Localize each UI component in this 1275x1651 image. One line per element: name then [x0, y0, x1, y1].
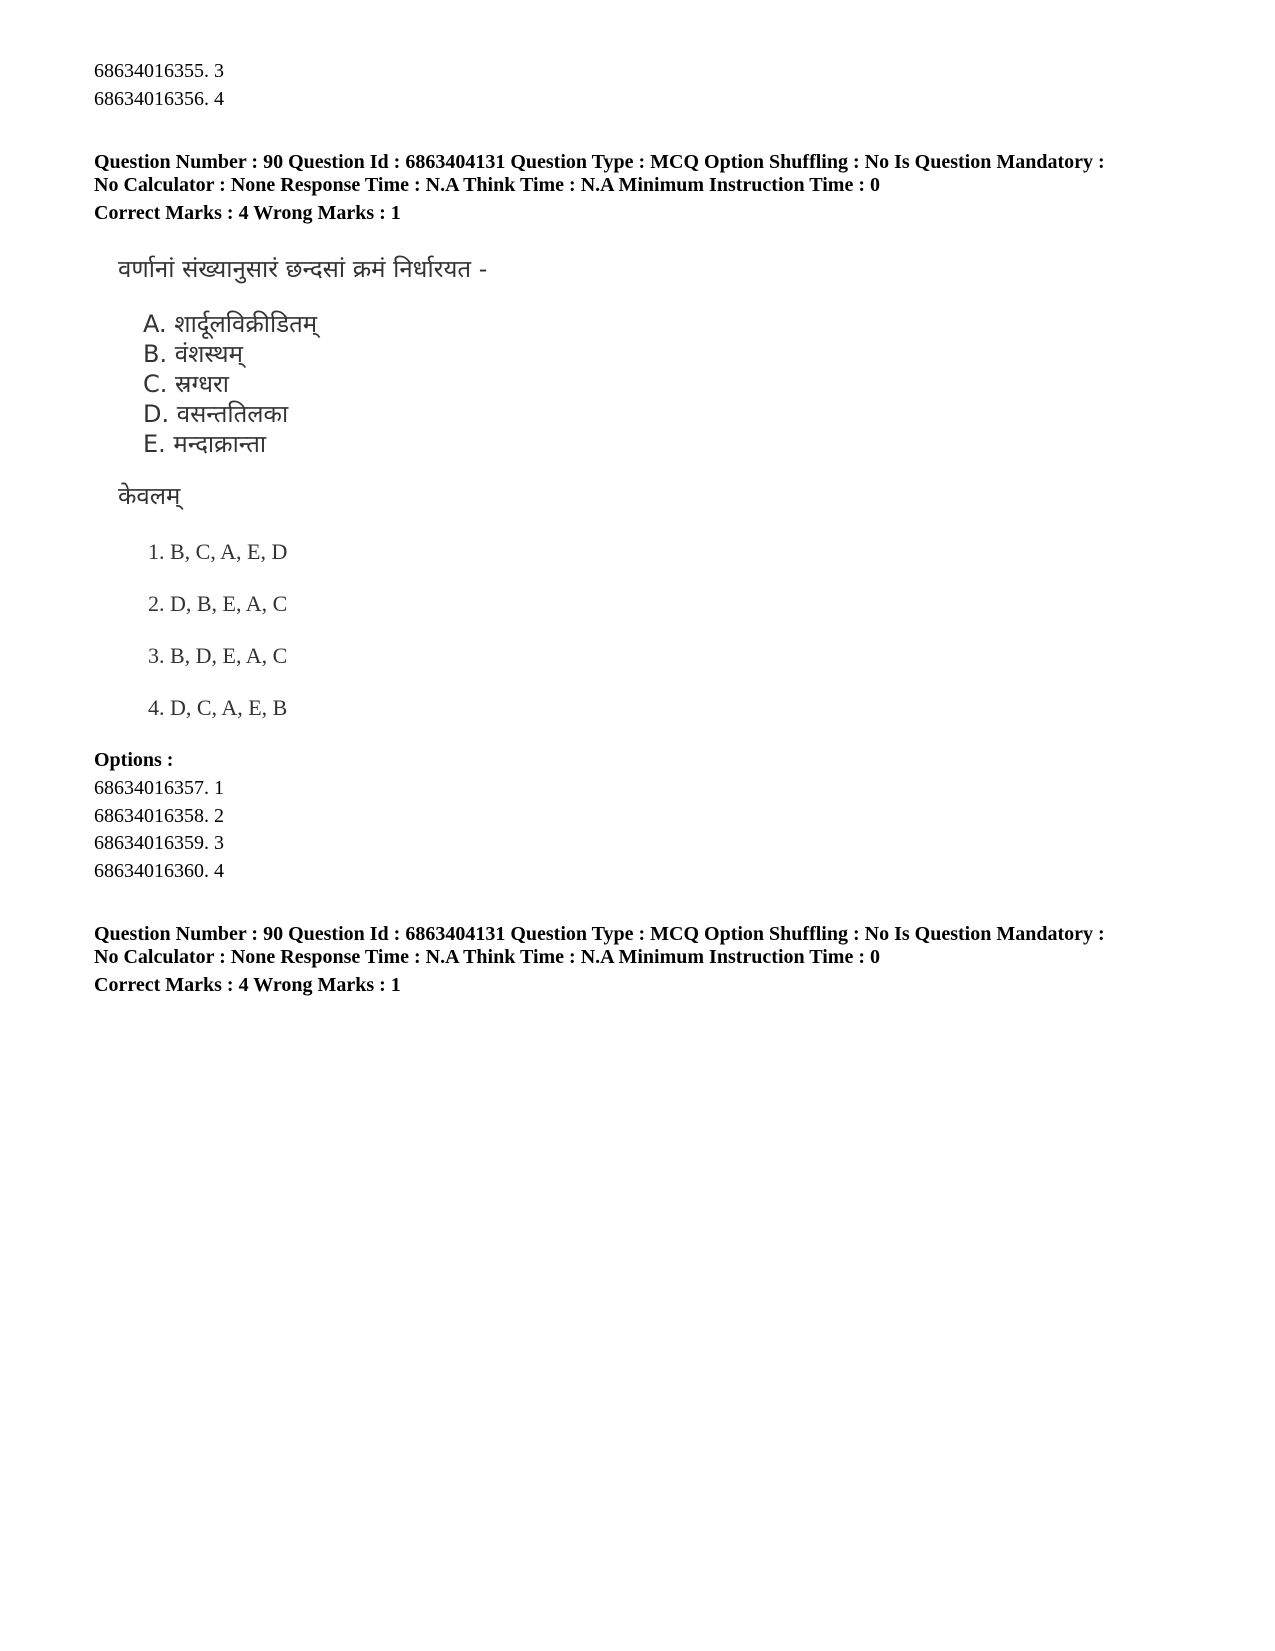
option-id-4: 68634016360. 4	[94, 860, 224, 882]
option-id-3: 68634016359. 3	[94, 832, 224, 854]
question-item-b: B. वंशस्थम्	[143, 340, 243, 368]
prev-option-4: 68634016356. 4	[94, 88, 224, 110]
question2-header-line1: Question Number : 90 Question Id : 6863404131 Question Type : MCQ Option Shuffling : No Is Question Mandatory :	[94, 923, 1105, 945]
answer-choice-2: 2. D, B, E, A, C	[148, 591, 288, 616]
question-item-d: D. वसन्ततिलका	[143, 400, 289, 428]
question-item-c: C. स्रग्धरा	[143, 370, 230, 398]
question2-marks: Correct Marks : 4 Wrong Marks : 1	[94, 974, 401, 996]
question-stem: वर्णानां संख्यानुसारं छन्दसां क्रमं निर्धारयत -	[118, 255, 488, 283]
question-item-e: E. मन्दाक्रान्ता	[143, 430, 267, 458]
option-id-2: 68634016358. 2	[94, 805, 224, 827]
option-id-1: 68634016357. 1	[94, 777, 224, 799]
answer-choice-1: 1. B, C, A, E, D	[148, 539, 288, 564]
question-marks: Correct Marks : 4 Wrong Marks : 1	[94, 202, 401, 224]
answer-choice-4: 4. D, C, A, E, B	[148, 695, 288, 720]
question2-header-line2: No Calculator : None Response Time : N.A Think Time : N.A Minimum Instruction Time : 0	[94, 946, 880, 968]
options-label: Options :	[94, 749, 174, 771]
answer-choice-3: 3. B, D, E, A, C	[148, 643, 288, 668]
question-header-line2: No Calculator : None Response Time : N.A Think Time : N.A Minimum Instruction Time : 0	[94, 174, 880, 196]
question-instruction: केवलम्	[118, 482, 181, 510]
question-item-a: A. शार्दूलविक्रीडितम्	[143, 310, 318, 338]
question-header-line1: Question Number : 90 Question Id : 6863404131 Question Type : MCQ Option Shuffling : No Is Question Mandatory :	[94, 151, 1105, 173]
prev-option-3: 68634016355. 3	[94, 60, 224, 82]
